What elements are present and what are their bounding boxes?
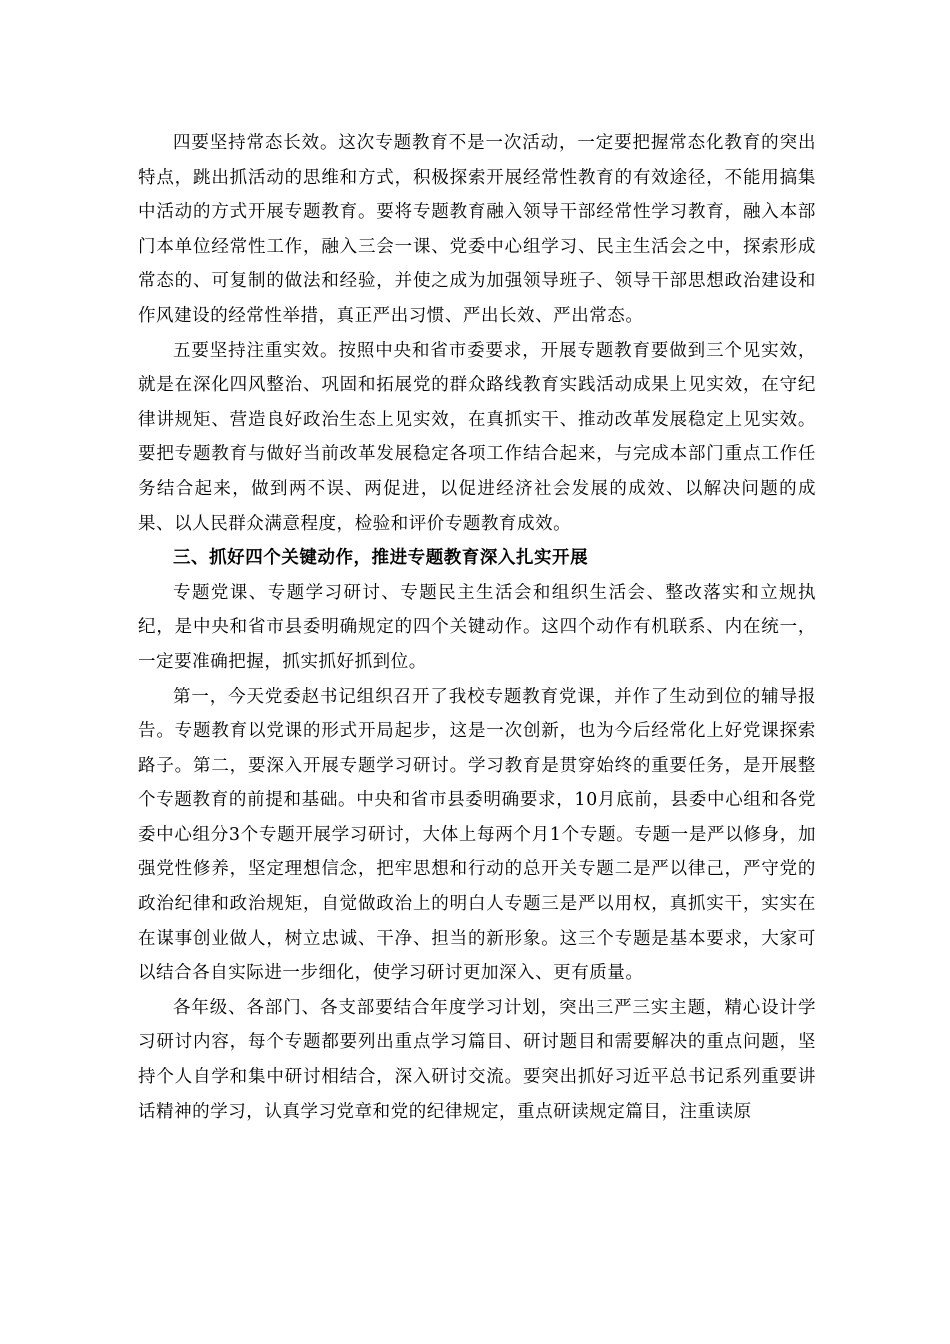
- paragraph-point-five: 五要坚持注重实效。按照中央和省市委要求，开展专题教育要做到三个见实效，就是在深化四风整治、巩固和拓展党的群众路线教育实践活动成果上见实效，在守纪律讲规矩、营造良好政治生态上见实效，在真抓实干、推动改革发展稳定上见实效。要把专题教育与做好当前改革发展稳定各项工作结合起来，与完成本部门重点工作任务结合起来，做到两不误、两促进，以促进经济社会发展的成效、以解决问题的成果、以人民群众满意程度，检验和评价专题教育成效。: [138, 340, 816, 534]
- paragraph-four-actions: 专题党课、专题学习研讨、专题民主生活会和组织生活会、整改落实和立规执纪，是中央和省市县委明确规定的四个关键动作。这四个动作有机联系、内在统一，一定要准确把握，抓实抓好抓到位。: [138, 582, 816, 672]
- paragraph-first-second: 第一，今天党委赵书记组织召开了我校专题教育党课，并作了生动到位的辅导报告。专题教育以党课的形式开局起步，这是一次创新，也为今后经常化上好党课探索路子。第二，要深入开展专题学习研讨。学习教育是贯穿始终的重要任务，是开展整个专题教育的前提和基础。中央和省市县委明确要求，10月底前，县委中心组和各党委中心组分3个专题开展学习研讨，大体上每两个月1个专题。专题一是严以修身，加强党性修养，坚定理想信念，把牢思想和行动的总开关专题二是严以律己，严守党的政治纪律和政治规矩，自觉做政治上的明白人专题三是严以用权，真抓实干，实实在在谋事创业做人，树立忠诚、干净、担当的新形象。这三个专题是基本要求，大家可以结合各自实际进一步细化，使学习研讨更加深入、更有质量。: [138, 686, 816, 984]
- paragraph-study-plan: 各年级、各部门、各支部要结合年度学习计划，突出三严三实主题，精心设计学习研讨内容，每个专题都要列出重点学习篇目、研讨题目和需要解决的重点问题，坚持个人自学和集中研讨相结合，深入研讨交流。要突出抓好习近平总书记系列重要讲话精神的学习，认真学习党章和党的纪律规定，重点研读规定篇目，注重读原: [138, 997, 816, 1122]
- section-heading-three: 三、抓好四个关键动作，推进专题教育深入扎实开展: [173, 548, 589, 569]
- paragraph-point-four: 四要坚持常态长效。这次专题教育不是一次活动，一定要把握常态化教育的突出特点，跳出抓活动的思维和方式，积极探索开展经常性教育的有效途径，不能用搞集中活动的方式开展专题教育。要将专题教育融入领导干部经常性学习教育，融入本部门本单位经常性工作，融入三会一课、党委中心组学习、民主生活会之中，探索形成常态的、可复制的做法和经验，并使之成为加强领导班子、领导干部思想政治建设和作风建设的经常性举措，真正严出习惯、严出长效、严出常态。: [138, 133, 816, 326]
